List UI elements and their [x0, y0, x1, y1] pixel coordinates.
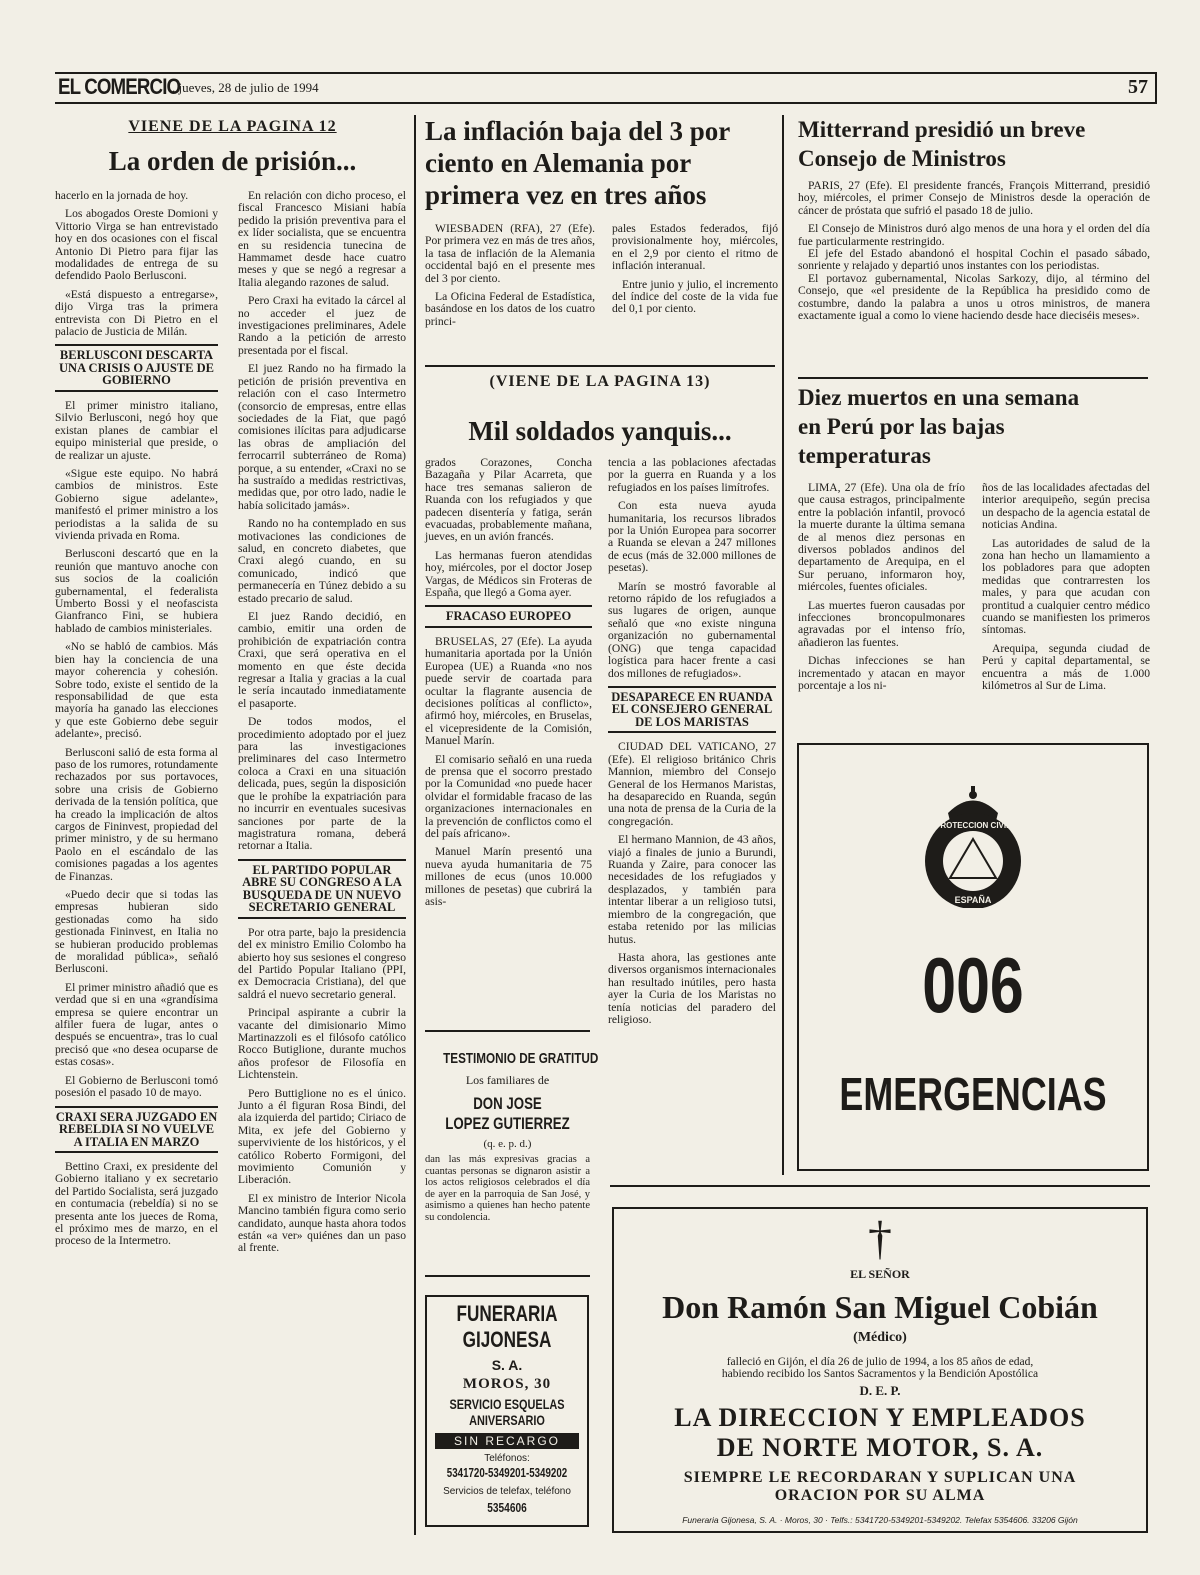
paragraph: Las hermanas fueron atendidas hoy, miércoles, por el doctor Josep Vargas, de Médicos sin Froteras de España, que llegó a Goma ayer.: [425, 548, 592, 600]
obituary-footer: Funeraria Gijonesa, S. A. · Moros, 30 · Telfs.: 5341720-5349201-5349202. Telefax 5354606. 33206 Gijón: [682, 1515, 1078, 1525]
divider: [425, 365, 775, 367]
notice-title: TESTIMONIO DE GRATITUD: [443, 1050, 599, 1067]
paragraph: Las autoridades de salud de la zona han hecho un llamamiento a los pobladores para que adopten medidas que contrarresten los males, y para que acudan con prontitud a cualquier centro médico cuando se manifiesten los primeros síntomas.: [982, 536, 1150, 637]
paragraph: El juez Rando decidió, en cambio, emitir una orden de prohibición de expatriación contra Craxi, que será operativa en el momento en que éste decida regresar a Italia y gracias a la cual le sería incautado inmediatamente el pasaporte.: [238, 610, 406, 710]
prayer-request: SIEMPRE LE RECORDARAN Y SUPLICAN UNA: [683, 1469, 1077, 1486]
paragraph: ños de las localidades afectadas del interior arequipeño, según precisa un despacho de la agencia estatal de noticias Andina.: [982, 481, 1150, 532]
emblem-top-text: PROTECCION CIVIL: [934, 821, 1012, 830]
paragraph: hacerlo en la jornada de hoy.: [55, 189, 189, 202]
article-column: [608, 457, 776, 1032]
company-type: S. A.: [491, 1357, 523, 1373]
paragraph: En relación con dicho proceso, el fiscal Francesco Misiani había pedido la prisión preventiva para el ex líder socialista, que se encuentra en su residencia tunecina de Hammamet desde hace cuatro meses y que se negó a regresar a Italia alegando razones de salud.: [238, 189, 406, 289]
funeraria-ad: [425, 1295, 589, 1527]
gratitude-notice: [425, 1050, 599, 1223]
paragraph: El primer ministro añadió que es verdad que si en una «grandísima empresa se quiere encontrar un alfiler fuera de lugar, antes o después se encuentra», tras lo cual precisó que «no desea ocuparse de estas cosas».: [55, 980, 218, 1069]
article-column: [425, 457, 592, 915]
divider: [798, 377, 1148, 379]
paragraph: CIUDAD DEL VATICANO, 27 (Efe). El religioso británico Chris Mannion, miembro del Consejo General de los Hermanos Maristas, ha desaparecido en Ruanda, según una nota de prensa de la Curia de la congregación.: [608, 740, 776, 828]
paragraph: El jefe del Estado abandonó el hospital Cochin el pasado sábado, sonriente y relajado y departió unos instantes con los periodistas.: [798, 247, 1150, 273]
masthead-logo: EL COMERCIO: [58, 74, 181, 99]
paragraph: El ex ministro de Interior Nicola Mancino también figura como serio candidato, aunque hasta ahora todos están «a ver» quiénes dan un paso al frente.: [238, 1191, 406, 1255]
paragraph: Berlusconi salió de esta forma al paso de los rumores, rotundamente rechazados por sus portavoces, sobre una crisis de Gobierno derivada de la tensión política, que ha creado la implicación de altos cargos de Fininvest, propiedad del primer ministro, y de su hermano Paolo en el escándalo de las comisiones pagadas a los agentes de Finanzas.: [55, 745, 218, 883]
article-headline: La inflación baja del 3 por ciento en Alemania por primera vez en tres años: [425, 116, 730, 210]
no-surcharge-badge: SIN RECARGO: [435, 1433, 579, 1449]
paragraph: grados Corazones, Concha Bazagaña y Pilar Acarreta, que hace tres semanas salieron de Ruanda con los refugiados y que padecen disentería y fatiga, serán evacuadas, probablemente mañana, jueves, en un avión francés.: [425, 456, 592, 544]
paragraph: PARIS, 27 (Efe). El presidente francés, François Mitterrand, presidió hoy, miércoles, el primer Consejo de Ministros desde la operación de cáncer de próstata que sufrió el pasado 18 de julio.: [798, 179, 1150, 217]
obituary-notice: [612, 1207, 1148, 1533]
deceased-first-name: DON JOSE: [473, 1094, 542, 1113]
column-divider: [782, 115, 784, 1175]
paragraph: De todos modos, el procedimiento adoptado por el juez para las investigaciones preliminares del caso Intermetro coloca a Craxi en una situación delicada, pues, según la disposición que le prohíbe la expatriación para no incurrir en eventuales sucesivas sanciones por parte de la magistratura romana, deberá retornar a Italia.: [238, 715, 406, 853]
paragraph: La Oficina Federal de Estadística, basándose en los datos de los cuatro princi-: [425, 290, 595, 328]
obituary-line: habiendo recibido los Santos Sacramentos y la Bendición Apostólica: [721, 1368, 1039, 1380]
divider: [425, 1030, 590, 1032]
article-column: [238, 190, 406, 1261]
fax: 5354606: [487, 1500, 527, 1515]
subheading: FRACASO EUROPEO: [425, 605, 592, 628]
paragraph: Pero Craxi ha evitado la cárcel al no acceder el juez de investigaciones preliminares, Adele Rando a la petición de arresto presentada por el fiscal.: [238, 294, 406, 357]
paragraph: BRUSELAS, 27 (Efe). La ayuda humanitaria aportada por la Unión Europea (UE) a Ruanda «no nos puede servir de coartada para ocultar la flagrante ausencia de decisiones políticas al conflicto», afirmó hoy, miércoles, en Bruselas, el vicepresidente de la Comisión, Manuel Marín.: [425, 634, 592, 748]
mourners: LA DIRECCION Y EMPLEADOS: [674, 1403, 1086, 1432]
continuation-kicker: VIENE DE LA PAGINA 12: [128, 118, 337, 135]
article-column: [55, 190, 218, 1254]
article-column: [798, 482, 965, 699]
emergency-number: 006: [922, 941, 1024, 1029]
obituary-line: falleció en Gijón, el día 26 de julio de 1994, a los 85 años de edad,: [726, 1356, 1034, 1368]
article-column: [982, 482, 1150, 699]
continuation-kicker: (VIENE DE LA PAGINA 13): [489, 373, 711, 390]
service-line: ANIVERSARIO: [469, 1412, 545, 1428]
paragraph: Bettino Craxi, ex presidente del Gobierno italiano y ex secretario del Partido Socialista, será juzgado en contumacia (rebeldía) si no se presenta ante los jueces de Roma, el próximo mes de marzo, en el proceso de la Intermetro.: [55, 1160, 218, 1248]
divider: [610, 1185, 1150, 1187]
paragraph: «Sigue este equipo. No habrá cambios de ministros. Este Gobierno sigue adelante», manifestó el primer ministro a los periodistas a la salida de su vivienda privada en Roma.: [55, 467, 218, 543]
paragraph: El hermano Mannion, de 43 años, viajó a finales de junio a Burundi, Ruanda y Zaire, para conocer las necesidades de los refugiados y desplazados, y también para intentar liberar a un religioso tutsi, miembro de la congregación, que estaba retenido por las milicias hutus.: [608, 833, 776, 946]
subheading: BERLUSCONI DESCARTA UNA CRISIS O AJUSTE DE GOBIERNO: [55, 344, 218, 392]
paragraph: Pero Buttiglione no es el único. Junto a él figuran Rosa Bindi, del ala izquierda del partido; Ciriaco de Mita, ex jefe del Gobierno y superviviente de los históricos, y el católico Roberto Formigoni, del movimiento Comunión y Liberación.: [238, 1086, 406, 1187]
service-line: SERVICIO ESQUELAS: [449, 1396, 565, 1412]
dep: D. E. P.: [859, 1383, 901, 1398]
paragraph: pales Estados federados, fijó provisionalmente hoy, miércoles, en el 2,9 por ciento el ritmo de inflación interanual.: [612, 222, 778, 273]
subheading: EL PARTIDO POPULAR ABRE SU CONGRESO A LA BUSQUEDA DE UN NUEVO SECRETARIO GENERAL: [238, 859, 406, 919]
paragraph: tencia a las poblaciones afectadas por la guerra en Ruanda y a los refugiados en los países limítrofes.: [608, 456, 776, 494]
page-number: 57: [1128, 76, 1148, 98]
paragraph: Las muertes fueron causadas por infecciones broncopulmonares agravadas por el intenso frío, añadieron las fuentes.: [798, 598, 965, 649]
article-headline: Diez muertos en una semana en Perú por las bajas temperaturas: [798, 385, 1080, 468]
article-column: [612, 223, 778, 322]
article-column: [798, 180, 1150, 328]
company-address: MOROS, 30: [462, 1376, 552, 1392]
paragraph: El comisario señaló en una rueda de prensa que el socorro prestado por la Comunidad «no puede hacer olvidar el formidable fracaso de las organizaciones internacionales en la prevención de conflictos como el del país africano».: [425, 752, 592, 841]
company-name: FUNERARIA: [456, 1301, 558, 1326]
column-divider: [414, 115, 416, 1535]
paragraph: «Está dispuesto a entregarse», dijo Virga tras la primera entrevista con Di Pietro en el palacio de Justicia de Milán.: [55, 287, 218, 339]
paragraph: Marín se mostró favorable al retorno rápido de los refugiados a sus lugares de origen, aunque señaló que «no existe ninguna organización no gubernamental (ONG) que tenga capacidad logística para hacer frente a casi dos millones de refugiados».: [608, 579, 776, 680]
paragraph: El juez Rando no ha firmado la petición de prisión preventiva en relación con el caso Intermetro (consorcio de empresas, entre ellas sociedades de la Fiat, que pagó comisiones ilícitas para adjudicarse las obras de ampliación del ferrocarril subterráneo de Roma) porque, a su entender, «Craxi no se ha sustraído a medidas restrictivas, medidas que, por otro lado, nadie le había solicitado jamás».: [238, 362, 406, 512]
cross-icon: †: [868, 1212, 892, 1265]
paragraph: «No se habló de cambios. Más bien hay la conciencia de una mayor coherencia y cohesión. Sobre todo, existe el sentido de la responsabilidad de que esta mayoría ha ganado las elecciones y que este Gobierno debe seguir adelante», precisó.: [55, 640, 218, 741]
rip: (q. e. p. d.): [483, 1138, 532, 1150]
paragraph: Berlusconi descartó que en la reunión que mantuvo anoche con sus socios de la coalición gubernamental, el federalista Umberto Bossi y el neofascista Gianfranco Fini, se hubiera hablado de cambios ministeriales.: [55, 547, 218, 635]
article-headline: Mitterrand presidió un breve Consejo de Ministros: [798, 117, 1086, 171]
company-name: GIJONESA: [462, 1327, 552, 1352]
emergency-ad: [797, 743, 1149, 1171]
deceased-title: (Médico): [853, 1330, 907, 1345]
paragraph: El Gobierno de Berlusconi tomó posesión el pasado 10 de mayo.: [55, 1073, 218, 1100]
obituary-label: EL SEÑOR: [850, 1267, 910, 1281]
paragraph: Rando no ha contemplado en sus motivaciones las condiciones de salud, en concreto diabetes, que Craxi alegó cuando, en su comunicado, indicó que permanecería en Túnez debido a su estado precario de salud.: [238, 517, 406, 605]
issue-date: . jueves, 28 de julio de 1994: [172, 80, 319, 95]
paragraph: Dichas infecciones se han incrementado y atacan en mayor porcentaje a los ni-: [798, 654, 965, 693]
emblem-bottom-text: ESPAÑA: [954, 895, 992, 905]
phones: 5341720-5349201-5349202: [446, 1466, 568, 1480]
prayer-request: ORACION POR SU ALMA: [774, 1487, 986, 1504]
subheading: CRAXI SERA JUZGADO EN REBELDIA SI NO VUELVE A ITALIA EN MARZO: [55, 1106, 218, 1154]
subheading: DESAPARECE EN RUANDA EL CONSEJERO GENERAL DE LOS MARISTAS: [608, 686, 776, 734]
paragraph: El Consejo de Ministros duró algo menos de una hora y el orden del día fue particularmente restringido.: [798, 222, 1150, 248]
emergency-label: EMERGENCIAS: [839, 1068, 1107, 1120]
deceased-last-name: LOPEZ GUTIERREZ: [445, 1114, 570, 1133]
paragraph: El portavoz gubernamental, Nicolas Sarkozy, dijo, al término del Consejo, que «el presidente de la República ha presidido como de costumbre, dando la palabra a unos u otros ministros, de manera exactamente igual a como lo viene haciendo desde hace dieciséis meses».: [798, 271, 1150, 323]
article-column: [425, 223, 595, 334]
paragraph: El primer ministro italiano, Silvio Berlusconi, negó hoy que existan planes de cambiar el equipo ministerial que preside, o de realizar un ajuste.: [55, 398, 218, 462]
deceased-name: Don Ramón San Miguel Cobián: [662, 1289, 1098, 1325]
paragraph: Principal aspirante a cubrir la vacante del dimisionario Mimo Martinazzoli es el filósofo católico Rocco Butiglione, durante muchos años profesor de Filosofía en Lichtenstein.: [238, 1006, 406, 1082]
paragraph: «Puedo decir que si todas las empresas hubieran sido gestionadas como ha sido gestionada Fininvest, en Italia no se hubieran producido problemas de moralidad pública», señaló Berlusconi.: [55, 888, 218, 976]
mourners: DE NORTE MOTOR, S. A.: [716, 1433, 1044, 1462]
paragraph: Los abogados Oreste Domioni y Vittorio Virga se han entrevistado hoy en dos ocasiones con el fiscal Antonio Di Pietro para fijar las modalidades de entrega de su defendido Paolo Berlusconi.: [55, 207, 218, 283]
notice-body: dan las más expresivas gracias a cuantas personas se dignaron asistir a los actos religiosos celebrados el día de ayer en la parroquia de San José, y asimismo a quienes han hecho patente su condolencia.: [425, 1154, 590, 1223]
fax-label: Servicios de telefax, teléfono: [443, 1486, 571, 1497]
paragraph: Manuel Marín presentó una nueva ayuda humanitaria de 75 millones de ecus (unos 10.000 millones de pesetas) que cubrirá la asis-: [425, 845, 592, 909]
paragraph: Entre junio y julio, el incremento del índice del coste de la vida fue del 0,1 por ciento.: [612, 277, 778, 316]
article-headline: La orden de prisión...: [108, 146, 357, 176]
paragraph: Hasta ahora, las gestiones ante diversos organismos internacionales han resultado inútiles, pero hasta ayer la Curia de los Maristas no tenía noticias del paradero del religioso.: [608, 950, 776, 1026]
paragraph: WIESBADEN (RFA), 27 (Efe). Por primera vez en más de tres años, la tasa de inflación de la Alemania occidental bajó en el presente mes del 3 por ciento.: [425, 222, 595, 285]
civil-protection-emblem: [918, 783, 1028, 908]
paragraph: LIMA, 27 (Efe). Una ola de frío que causa estragos, principalmente entre la población infantil, provocó la muerte durante la última semana de al menos diez personas en diversos poblados andinos del departamento de Arequipa, en el Sur peruano, informaron hoy, miércoles, fuentes oficiales.: [798, 481, 965, 594]
phones-label: Teléfonos:: [484, 1453, 530, 1464]
divider: [425, 1275, 590, 1277]
article-headline: Mil soldados yanquis...: [468, 416, 732, 446]
paragraph: Por otra parte, bajo la presidencia del ex ministro Emilio Colombo ha abierto hoy sus sesiones el congreso del Partido Popular Italiano (PPI, ex Democracia Cristiana), del que saldrá el nuevo secretario general.: [238, 925, 406, 1001]
paragraph: Arequipa, segunda ciudad de Perú y capital departamental, se encuentra a más de 1.000 kilómetros al Sur de Lima.: [982, 641, 1150, 693]
paragraph: Con esta nueva ayuda humanitaria, los recursos librados por la Unión Europea para socorrer a Ruanda se elevan a 247 millones de ecus (más de 32.000 millones de pesetas).: [608, 499, 776, 575]
notice-line: Los familiares de: [465, 1073, 550, 1087]
